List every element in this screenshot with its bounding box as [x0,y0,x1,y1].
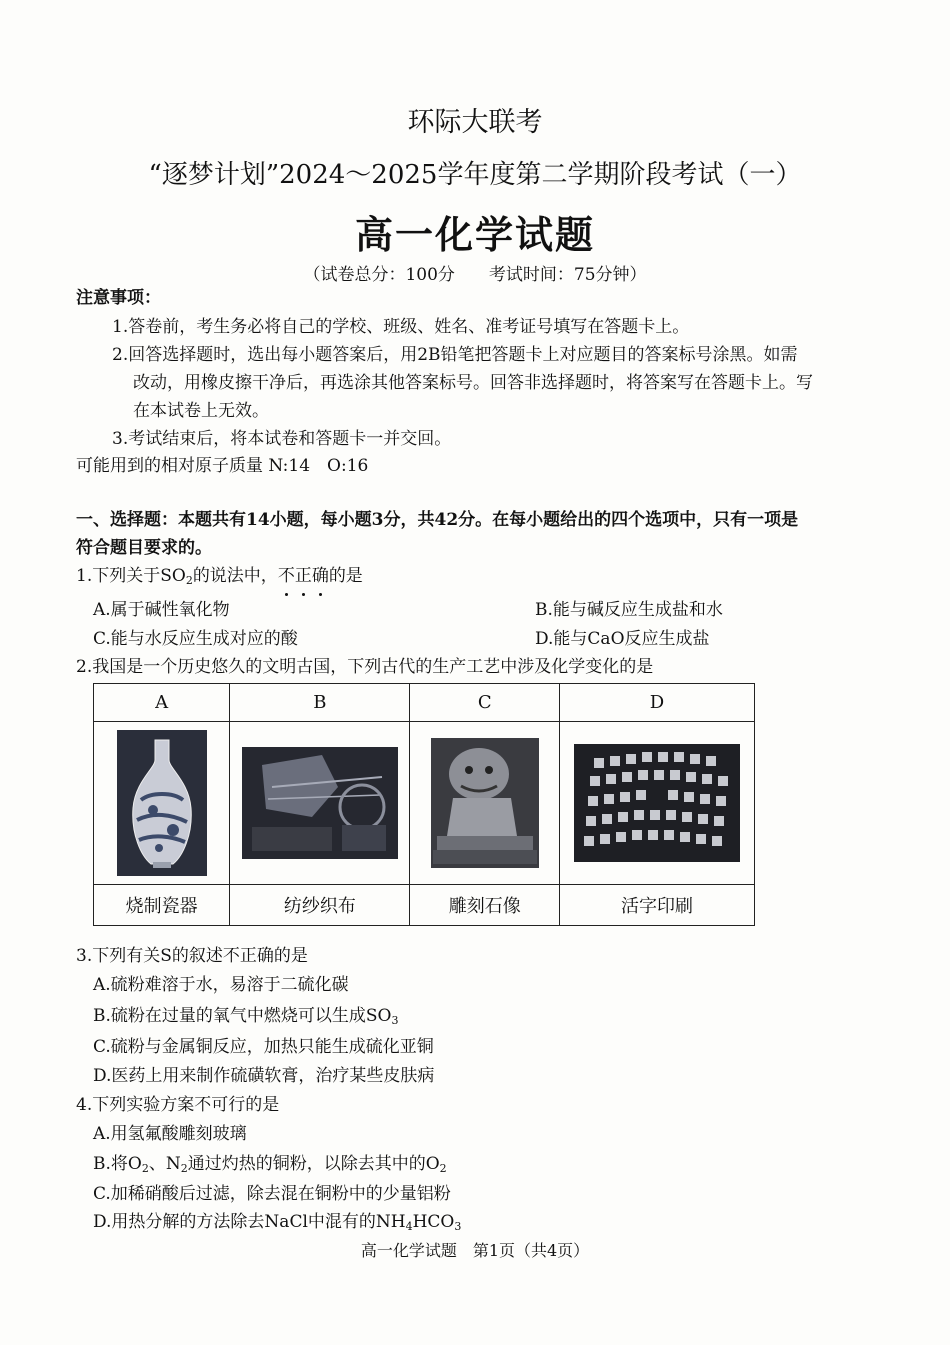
notice-heading: 注意事项： [76,288,161,308]
q2-caption-d: 活字印刷 [560,885,755,926]
q2-image-table [93,683,755,926]
q2-caption-c: 雕刻石像 [410,885,560,926]
q3-option-a: A.硫粉难溶于水，易溶于二硫化碳 [93,975,349,995]
movable-type-printing-image [574,744,740,862]
q1-option-d: D.能与CaO反应生成盐 [535,629,710,649]
q1-option-c: C.能与水反应生成对应的酸 [93,629,298,649]
q4-option-d: D.用热分解的方法除去NaCl中混有的$NH_4HCO_3$ [93,1212,462,1233]
q3-option-c: C.硫粉与金属铜反应，加热只能生成硫化亚铜 [93,1037,434,1057]
section-1-heading-cont: 符合题目要求的。 [76,538,212,558]
q2-caption-b: 纺纱织布 [230,885,410,926]
notice-item-2-cont2: 在本试卷上无效。 [133,401,269,421]
section-1-heading: 一、选择题：本题共有14小题，每小题3分，共42分。在每小题给出的四个选项中，只有一项是 [76,510,799,530]
q2-image-b [230,722,410,885]
notice-item-3: 3.考试结束后，将本试卷和答题卡一并交回。 [112,429,452,449]
q2-image-c [410,722,560,885]
page-footer: 高一化学试题 第1页（共4页） [360,1241,590,1260]
notice-item-1: 1.答卷前，考生务必将自己的学校、班级、姓名、准考证号填写在答题卡上。 [112,317,690,337]
emphasis-dot: 确 [312,562,329,590]
atomic-masses: 可能用到的相对原子质量 N:14 O:16 [76,456,369,476]
notice-item-2: 2.回答选择题时，选出每小题答案后，用2B铅笔把答题卡上对应题目的答案标号涂黑。如需 [112,345,798,365]
porcelain-vase-image [117,730,207,876]
q2-image-a [94,722,230,885]
exam-info: （试卷总分：100分 考试时间：75分钟） [303,265,647,285]
q1-option-a: A.属于碱性氧化物 [93,600,230,620]
organizer-name: 环际大联考 [407,107,543,138]
q2-image-d [560,722,755,885]
emphasis-dot: 正 [295,562,312,590]
q2-header-b: B [230,684,410,722]
q1-option-b: B.能与碱反应生成盐和水 [535,600,723,620]
exam-name: “逐梦计划”2024～2025学年度第二学期阶段考试（一） [148,160,802,190]
spinning-weaving-image [242,747,398,859]
q2-caption-a: 烧制瓷器 [94,885,230,926]
stone-lion-carving-image [431,738,539,868]
q4-option-a: A.用氢氟酸雕刻玻璃 [93,1124,247,1144]
q2-header-c: C [410,684,560,722]
q4-stem: 4.下列实验方案不可行的是 [76,1095,280,1115]
q2-header-a: A [94,684,230,722]
q2-header-d: D [560,684,755,722]
q3-stem: 3.下列有关S的叙述不正确的是 [76,946,308,966]
q4-option-b: B.将$O_2$、$N_2$通过灼热的铜粉，以除去其中的$O_2$ [93,1154,447,1175]
page-title: 高一化学试题 [354,212,595,257]
q3-option-d: D.医药上用来制作硫磺软膏，治疗某些皮肤病 [93,1066,435,1086]
q2-stem: 2.我国是一个历史悠久的文明古国，下列古代的生产工艺中涉及化学变化的是 [76,657,654,677]
q3-option-b: B.硫粉在过量的氧气中燃烧可以生成$SO_3$ [93,1006,399,1027]
q4-option-c: C.加稀硝酸后过滤，除去混在铜粉中的少量铝粉 [93,1184,451,1204]
emphasis-dot: 不 [278,562,295,590]
notice-item-2-cont: 改动，用橡皮擦干净后，再选涂其他答案标号。回答非选择题时，将答案写在答题卡上。写 [133,373,813,393]
q1-stem: 1.下列关于$SO_2$的说法中，不正确的是 [76,562,363,595]
